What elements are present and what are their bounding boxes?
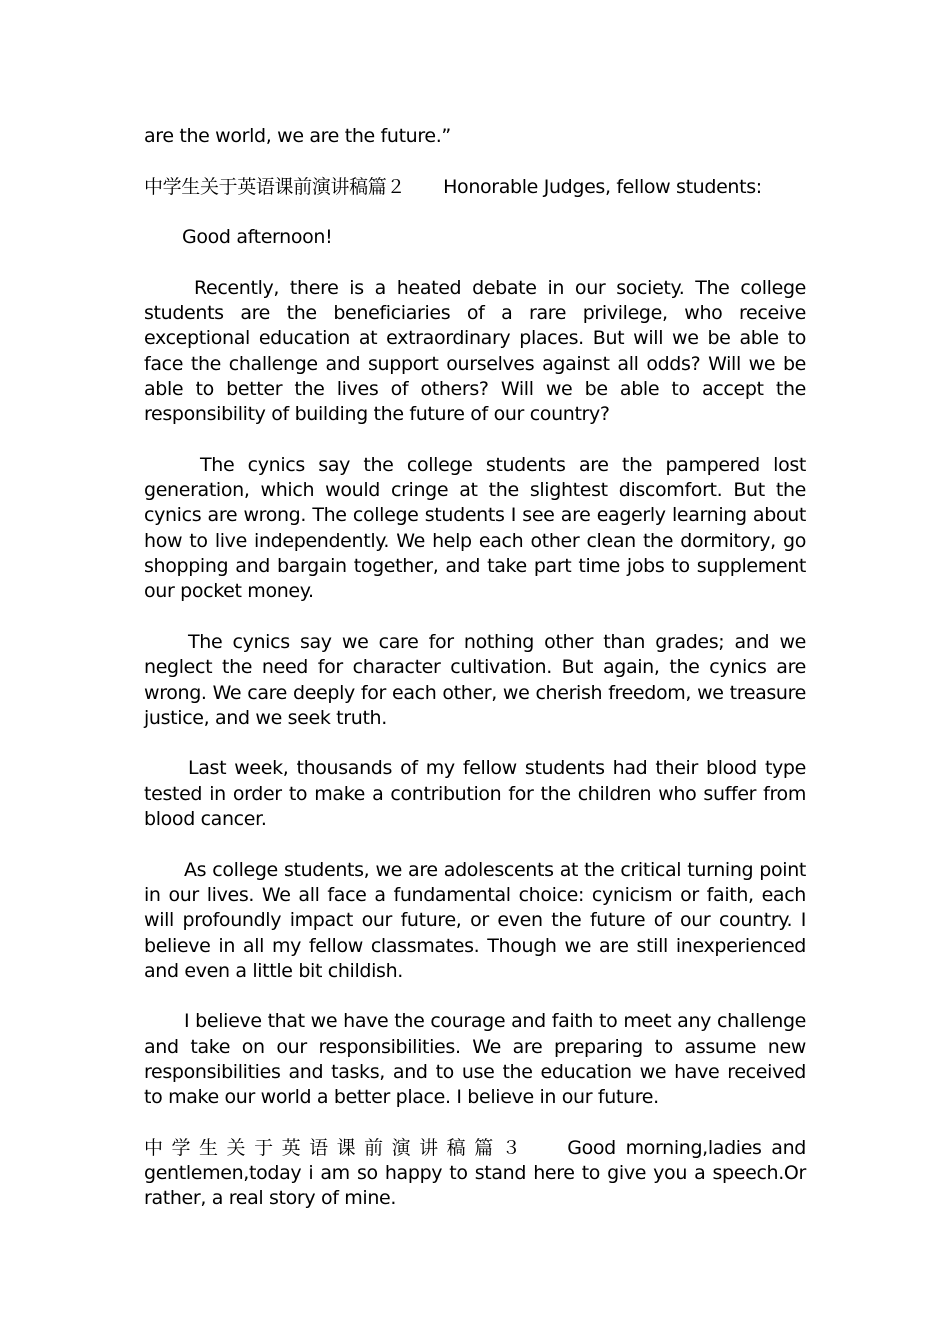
section-2-salutation: Honorable Judges, fellow students: xyxy=(443,175,762,198)
section-2-paragraph-2: The cynics say the college students are the pampered lost generation, which would cringe at the slightest discomfort. But the cynics are wrong. The college students I see are eagerly learning about how to live independently. We help each other clean the dormitory, go shopping and bargain together, and take part time jobs to supplement our pocket money. xyxy=(144,453,806,603)
section-2-paragraph-6: I believe that we have the courage and faith to meet any challenge and take on our responsibilities. We are preparing to assume new responsibilities and tasks, and to use the education we have received to make our world a better place. I believe in our future. xyxy=(144,1010,806,1109)
section-2-paragraph-4: Last week, thousands of my fellow students had their blood type tested in order to make a contribution for the children who suffer from blood cancer. xyxy=(144,757,806,831)
section-3-body: Good morning,ladies and gentlemen,today i am so happy to stand here to give you a speech.Or rather, a real story of mine. xyxy=(144,1136,806,1210)
section-2-paragraph-1: Recently, there is a heated debate in our society. The college students are the beneficiaries of a rare privilege, who receive exceptional education at extraordinary places. But will we be able to face the challenge and support ourselves against all odds? Will we be able to better the lives of others? Will we be able to accept the responsibility of building the future of our country? xyxy=(144,276,806,426)
section-3-heading: 中学生关于英语课前演讲稿篇３ xyxy=(144,1136,530,1159)
section-2-paragraph-3: The cynics say we care for nothing other than grades; and we neglect the need for character cultivation. But again, the cynics are wrong. We care deeply for each other, we cherish freedom, we treasure justice, and we seek truth. xyxy=(144,630,806,729)
section-2-greeting: Good afternoon! xyxy=(182,226,333,249)
document-body xyxy=(144,124,806,1237)
section-3-paragraph xyxy=(144,1136,806,1212)
continuation-line: are the world, we are the future.” xyxy=(144,125,451,147)
section-2-heading: 中学生关于英语课前演讲稿篇２ xyxy=(144,175,406,198)
section-2-paragraph-5: As college students, we are adolescents at the critical turning point in our lives. We all face a fundamental choice: cynicism or faith, each will profoundly impact our future, or even the future of our country. I believe in all my fellow classmates. Though we are still inexperienced and even a little bit childish. xyxy=(144,858,806,982)
section-2-heading-line xyxy=(144,175,806,200)
